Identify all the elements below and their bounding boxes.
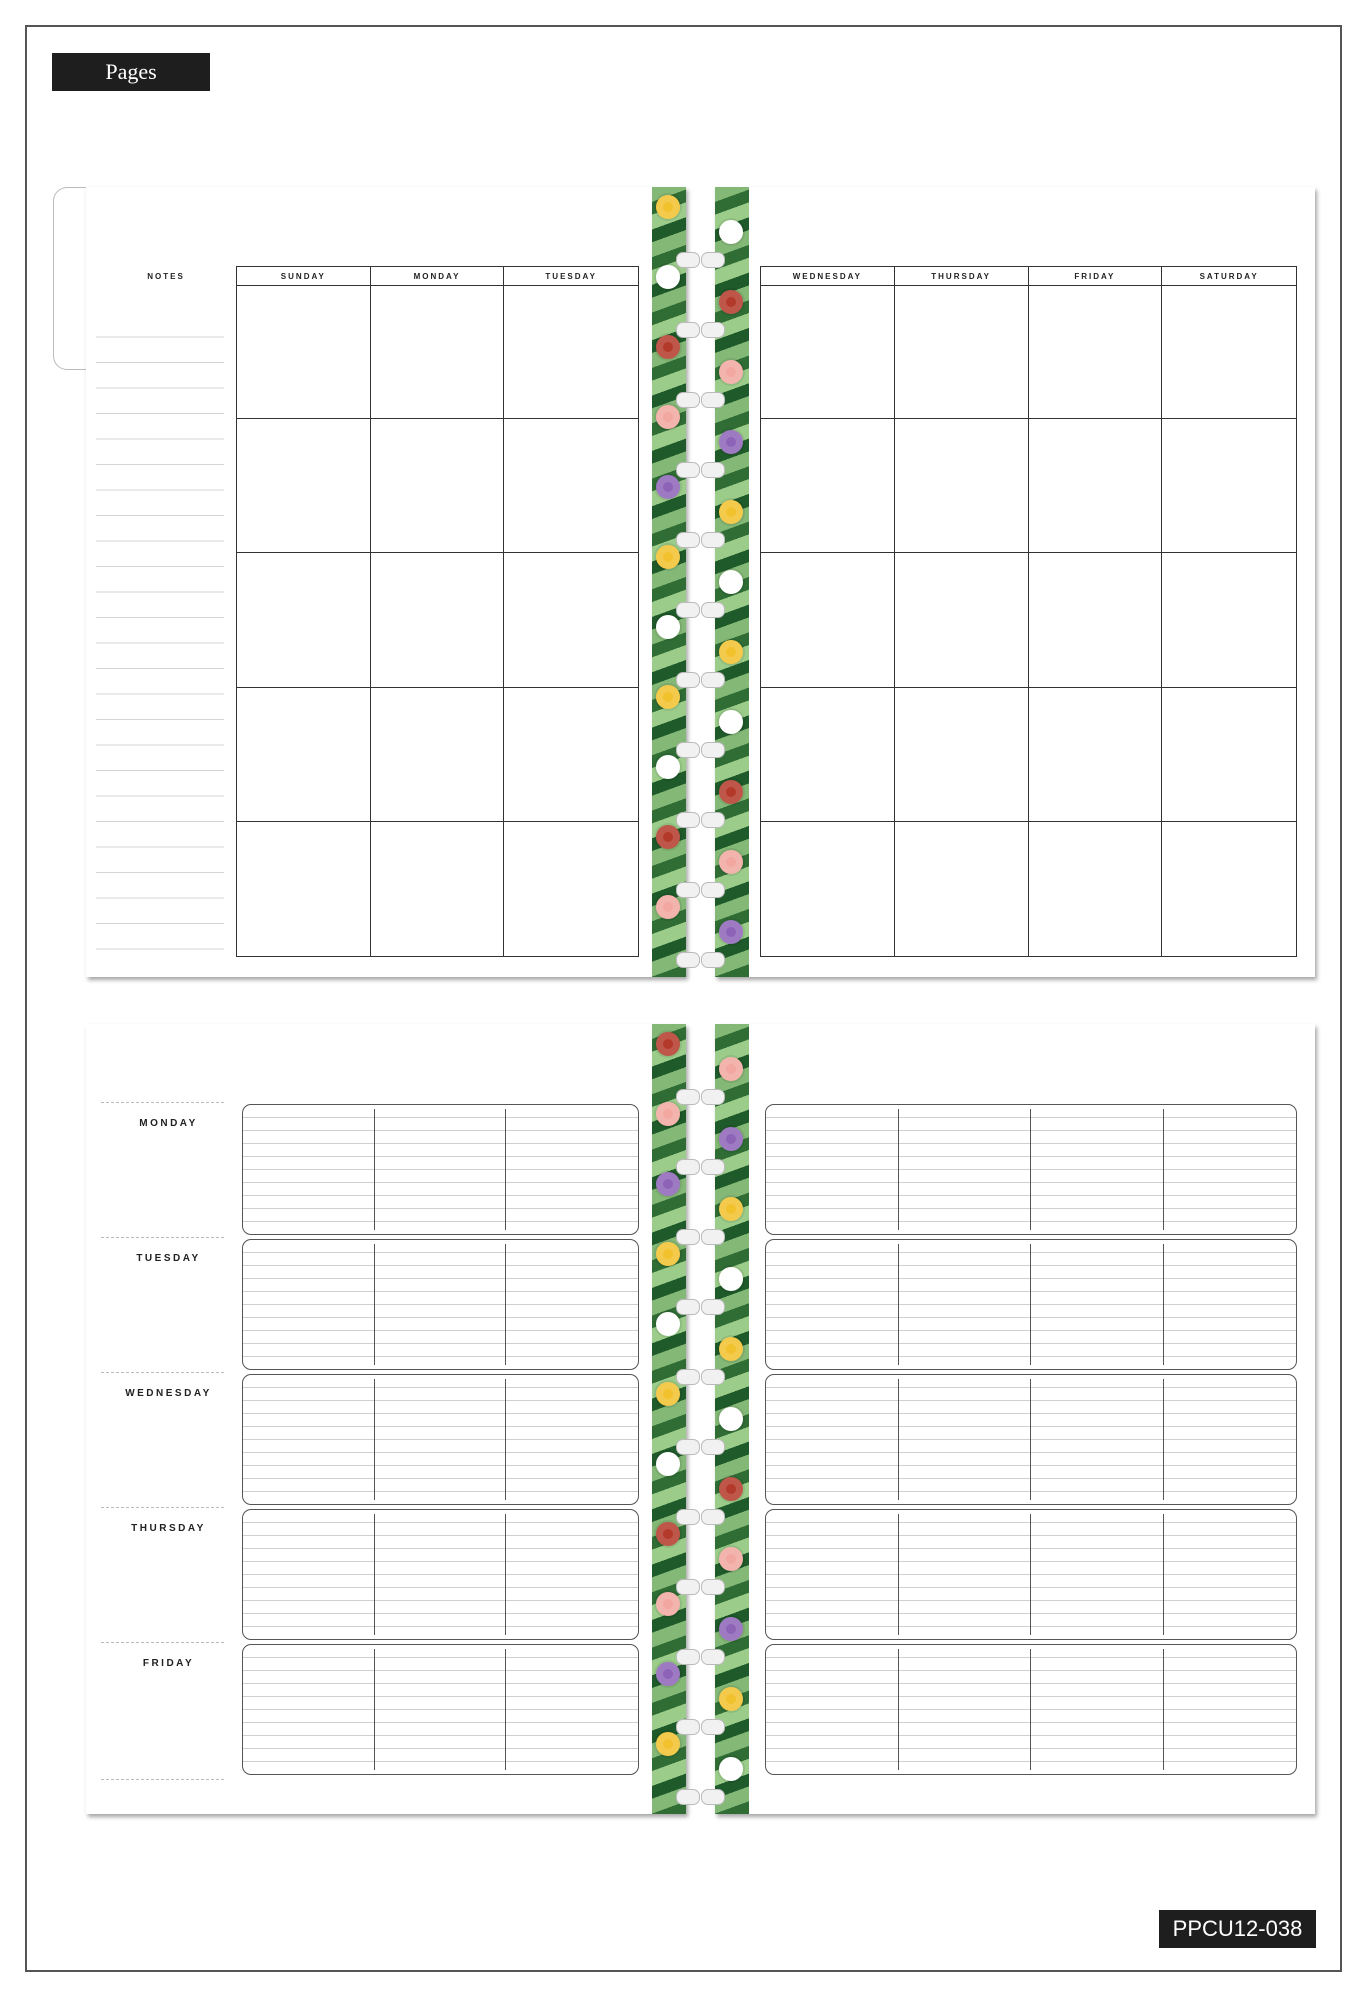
floral-strip [715,1024,749,1814]
box-column [375,1514,507,1635]
calendar-cell [504,419,638,553]
box-column [243,1244,375,1365]
weekday-label: THURSDAY [131,1523,206,1534]
flower-decoration [719,360,743,384]
weekday-box [242,1239,639,1370]
binder-ring-icon [701,532,725,548]
flower-decoration [719,850,743,874]
flower-decoration [719,1547,743,1571]
binder-ring-icon [701,882,725,898]
box-column [375,1379,507,1500]
calendar-cell [1029,419,1163,553]
notes-label: NOTES [147,272,185,281]
binder-ring-icon [676,322,700,338]
binder-ring-icon [676,1719,700,1735]
weekday-label: FRIDAY [142,1658,195,1669]
flower-decoration [719,220,743,244]
weekday-box [765,1374,1297,1505]
box-column [506,1514,638,1635]
flower-decoration [656,1242,680,1266]
binder-ring-icon [701,1579,725,1595]
binder-ring-icon [701,1299,725,1315]
day-header: TUESDAY [504,267,638,286]
weekday-box [242,1644,639,1775]
weekday-label: MONDAY [139,1118,198,1129]
calendar-cell [237,688,371,822]
flower-decoration [719,1687,743,1711]
binder-ring-icon [701,1719,725,1735]
box-column [1031,1379,1164,1500]
floral-strip [652,1024,686,1814]
box-column [1164,1109,1297,1230]
flower-decoration [719,640,743,664]
day-separator [101,1102,224,1103]
weekly-left-page [86,1024,686,1814]
box-column [1031,1109,1164,1230]
day-separator [101,1237,224,1238]
binder-ring-icon [701,252,725,268]
weekday-box [765,1239,1297,1370]
calendar-cell [1162,285,1296,419]
box-column [1031,1649,1164,1770]
binder-ring-icon [701,1649,725,1665]
flower-decoration [719,1127,743,1151]
binder-ring-icon [676,1789,700,1805]
box-column [899,1244,1032,1365]
flower-decoration [719,1057,743,1081]
day-header: SUNDAY [237,267,371,286]
box-column [243,1379,375,1500]
box-column [766,1244,899,1365]
flower-decoration [656,265,680,289]
box-column [375,1649,507,1770]
floral-strip [652,187,686,977]
flower-decoration [656,405,680,429]
floral-strip [715,187,749,977]
binder-ring-icon [701,1089,725,1105]
binder-ring-icon [676,462,700,478]
binder-ring-icon [701,1509,725,1525]
flower-decoration [656,1732,680,1756]
binder-ring-icon [701,952,725,968]
box-column [1031,1244,1164,1365]
binder-ring-icon [701,1439,725,1455]
weekday-label: WEDNESDAY [125,1388,212,1399]
calendar-cell [504,285,638,419]
binder-ring-icon [676,532,700,548]
day-separator [101,1779,224,1780]
calendar-cell [237,419,371,553]
binder-ring-icon [676,1439,700,1455]
day-separator [101,1372,224,1373]
flower-decoration [719,1757,743,1781]
flower-decoration [656,685,680,709]
box-column [506,1649,638,1770]
box-column [766,1514,899,1635]
notes-lines [96,312,224,952]
box-column [243,1109,375,1230]
calendar-cell [895,285,1029,419]
binder-ring-icon [701,812,725,828]
binder-ring-icon [676,602,700,618]
flower-decoration [719,290,743,314]
binder-ring-icon [701,1229,725,1245]
calendar-cell [761,688,895,822]
calendar-cell [371,285,505,419]
weekday-box [242,1104,639,1235]
day-header: FRIDAY [1029,267,1163,286]
calendar-cell [1029,822,1163,956]
calendar-cell [1029,285,1163,419]
box-column [243,1649,375,1770]
box-column [1031,1514,1164,1635]
flower-decoration [719,780,743,804]
weekday-box [765,1644,1297,1775]
box-column [899,1379,1032,1500]
binder-ring-icon [701,1159,725,1175]
product-sku: PPCU12-038 [1159,1910,1316,1948]
calendar-cell [237,553,371,687]
calendar-cell [1162,553,1296,687]
flower-decoration [656,335,680,359]
flower-decoration [656,755,680,779]
binder-ring-icon [701,392,725,408]
calendar-cell [895,822,1029,956]
box-column [766,1379,899,1500]
box-column [375,1244,507,1365]
box-column [766,1649,899,1770]
flower-decoration [719,1617,743,1641]
binder-ring-icon [701,462,725,478]
day-header: THURSDAY [895,267,1029,286]
calendar-cell [237,285,371,419]
day-header: SATURDAY [1162,267,1296,286]
box-column [506,1379,638,1500]
binder-ring-icon [676,1089,700,1105]
flower-decoration [719,500,743,524]
flower-decoration [719,1477,743,1501]
calendar-cell [1029,688,1163,822]
monthly-left-page [86,187,686,977]
binder-ring-icon [676,1649,700,1665]
flower-decoration [656,1522,680,1546]
box-column [899,1649,1032,1770]
calendar-cell [504,688,638,822]
calendar-cell [761,285,895,419]
monthly-grid-left [236,266,639,957]
flower-decoration [719,1407,743,1431]
box-column [1164,1514,1297,1635]
flower-decoration [719,1267,743,1291]
calendar-cell [371,553,505,687]
day-separator [101,1507,224,1508]
binder-ring-icon [676,1299,700,1315]
flower-decoration [719,1197,743,1221]
monthly-grid-right [760,266,1297,957]
box-column [1164,1379,1297,1500]
binder-ring-icon [701,322,725,338]
box-column [375,1109,507,1230]
binder-ring-icon [676,1229,700,1245]
box-column [899,1109,1032,1230]
flower-decoration [656,475,680,499]
flower-decoration [656,1172,680,1196]
calendar-cell [895,419,1029,553]
box-column [506,1244,638,1365]
binder-ring-icon [676,1159,700,1175]
flower-decoration [656,1102,680,1126]
binder-ring-icon [701,602,725,618]
binder-ring-icon [676,392,700,408]
binder-ring-icon [701,742,725,758]
day-header: MONDAY [371,267,505,286]
flower-decoration [656,1382,680,1406]
weekday-box [242,1509,639,1640]
binder-ring-icon [701,1789,725,1805]
flower-decoration [719,710,743,734]
pages-label: Pages [52,53,210,91]
flower-decoration [656,895,680,919]
binder-ring-icon [676,1579,700,1595]
weekly-right-page [715,1024,1315,1814]
flower-decoration [656,1312,680,1336]
flower-decoration [719,570,743,594]
calendar-cell [1162,688,1296,822]
calendar-cell [1162,822,1296,956]
flower-decoration [656,1662,680,1686]
day-separator [101,1642,224,1643]
calendar-cell [761,419,895,553]
calendar-cell [371,822,505,956]
flower-decoration [656,1032,680,1056]
box-column [506,1109,638,1230]
calendar-cell [237,822,371,956]
binder-ring-icon [701,1369,725,1385]
calendar-cell [761,553,895,687]
binder-ring-icon [676,252,700,268]
weekday-label: TUESDAY [136,1253,201,1264]
calendar-cell [371,688,505,822]
flower-decoration [656,825,680,849]
flower-decoration [656,195,680,219]
weekday-box [765,1104,1297,1235]
flower-decoration [656,615,680,639]
calendar-cell [761,822,895,956]
box-column [766,1109,899,1230]
calendar-cell [371,419,505,553]
calendar-cell [1029,553,1163,687]
flower-decoration [656,545,680,569]
day-header: WEDNESDAY [761,267,895,286]
flower-decoration [656,1592,680,1616]
binder-ring-icon [676,812,700,828]
binder-ring-icon [676,672,700,688]
calendar-cell [895,688,1029,822]
box-column [899,1514,1032,1635]
flower-decoration [719,1337,743,1361]
binder-ring-icon [676,952,700,968]
binder-ring-icon [701,672,725,688]
page-tab [53,187,89,370]
binder-ring-icon [676,742,700,758]
binder-ring-icon [676,1509,700,1525]
calendar-cell [504,822,638,956]
box-column [1164,1649,1297,1770]
box-column [1164,1244,1297,1365]
weekday-box [242,1374,639,1505]
binder-ring-icon [676,1369,700,1385]
calendar-cell [1162,419,1296,553]
monthly-right-page [715,187,1315,977]
binder-ring-icon [676,882,700,898]
calendar-cell [895,553,1029,687]
box-column [243,1514,375,1635]
flower-decoration [719,920,743,944]
calendar-cell [504,553,638,687]
flower-decoration [719,430,743,454]
flower-decoration [656,1452,680,1476]
weekday-box [765,1509,1297,1640]
